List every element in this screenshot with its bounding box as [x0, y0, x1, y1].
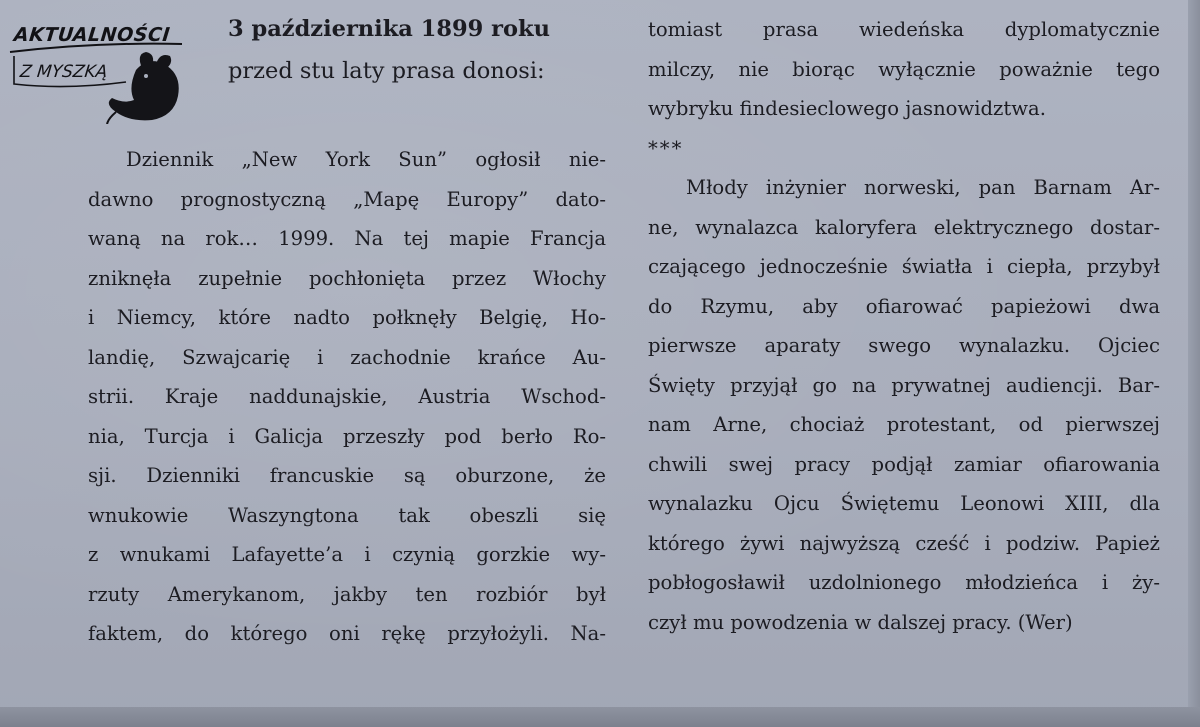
text-line: pobłogosławił uzdolnionego młodzieńca i ży- [648, 571, 1160, 594]
text-line: pierwsze aparaty swego wynalazku. Ojciec [648, 334, 1160, 357]
text-line: milczy, nie biorąc wyłącznie poważnie tego [648, 57, 1160, 81]
section-separator: *** [648, 136, 684, 160]
text-line: dawno prognostyczną „Mapę Europy” dato- [88, 187, 606, 211]
article-date-heading: 3 października 1899 roku [228, 16, 550, 42]
text-line: Święty przyjął go na prywatnej audiencji. Bar- [648, 373, 1160, 397]
text-line: do Rzymu, aby ofiarować papieżowi dwa [648, 294, 1160, 318]
text-line: waną na rok… 1999. Na tej mapie Francja [88, 227, 606, 250]
text-line: rzuty Amerykanom, jakby ten rozbiór był [88, 582, 606, 606]
text-line: Dziennik „New York Sun” ogłosił nie- [126, 148, 606, 171]
text-line: landię, Szwajcarię i zachodnie krańce Au- [88, 345, 606, 369]
text-line: sji. Dzienniki francuskie są oburzone, że [88, 464, 606, 487]
article-subheading: przed stu laty prasa donosi: [228, 58, 545, 84]
text-line: z wnukami Lafayette’a i czynią gorzkie wy- [88, 543, 606, 566]
text-line: nia, Turcja i Galicja przeszły pod berło Ro- [88, 424, 606, 448]
page-bottom-band [0, 707, 1200, 727]
text-line: wynalazku Ojcu Świętemu Leonowi XIII, dla [648, 492, 1160, 515]
text-line: tomiast prasa wiedeńska dyplomatycznie [648, 18, 1160, 41]
logo-subtitle: Z MYSZKĄ [18, 62, 109, 82]
text-line: faktem, do którego oni rękę przyłożyli. Na- [88, 622, 606, 645]
left-text-column [88, 140, 606, 654]
text-line: czającego jednocześnie światła i ciepła, przybył [648, 255, 1160, 278]
page-edge-shadow [1188, 0, 1200, 727]
text-line: czył mu powodzenia w dalszej pracy. (Wer) [648, 610, 1073, 634]
column-logo [6, 12, 196, 124]
text-line: ne, wynalazca kaloryfera elektrycznego dostar- [648, 215, 1160, 239]
right-text-column [648, 10, 1160, 642]
text-line: wybryku findesieclowego jasnowidztwa. [648, 97, 1046, 120]
text-line: zniknęła zupełnie pochłonięta przez Włochy [88, 266, 606, 290]
text-line: wnukowie Waszyngtona tak obeszli się [88, 503, 606, 527]
text-line: strii. Kraje naddunajskie, Austria Wschod- [88, 385, 606, 408]
logo-title: AKTUALNOŚCI [12, 24, 172, 46]
text-line: nam Arne, chociaż protestant, od pierwszej [648, 413, 1160, 436]
text-line: chwili swej pracy podjął zamiar ofiarowania [648, 452, 1160, 476]
text-line: i Niemcy, które nadto połknęły Belgię, Ho- [88, 306, 606, 329]
text-line: którego żywi najwyższą cześć i podziw. Papież [648, 531, 1160, 555]
text-line: Młody inżynier norweski, pan Barnam Ar- [686, 176, 1160, 199]
